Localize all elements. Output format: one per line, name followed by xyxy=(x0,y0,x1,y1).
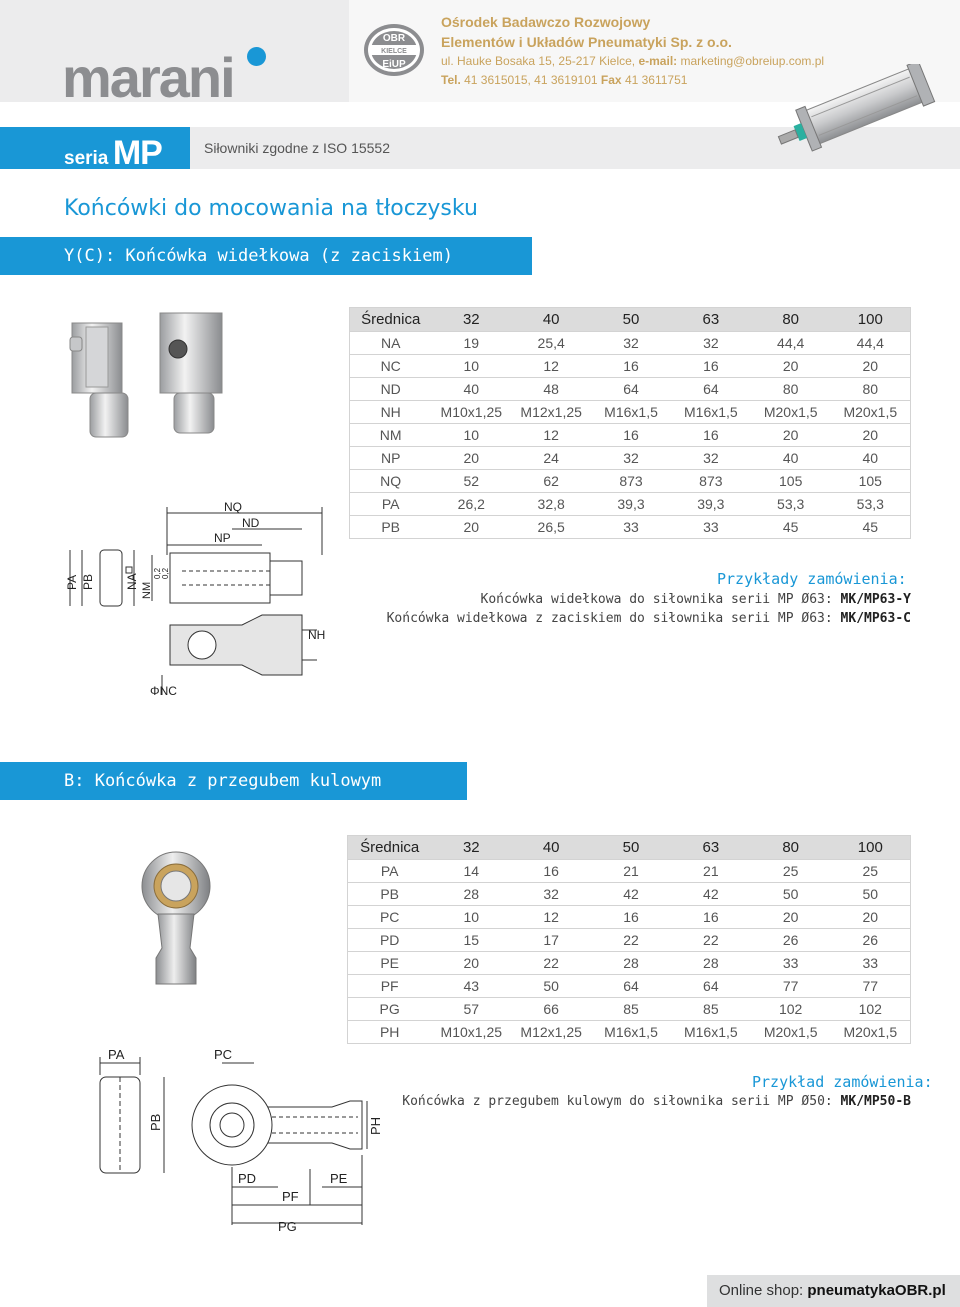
table-cell: 39,3 xyxy=(591,493,671,516)
table-cell: 20 xyxy=(431,516,511,539)
table-row xyxy=(350,447,911,470)
series-name: MP xyxy=(112,134,162,172)
table-cell: 50 xyxy=(751,883,831,906)
dim-pg-label: PG xyxy=(278,1219,297,1234)
table-cell: 57 xyxy=(431,998,511,1021)
table-cell: 26 xyxy=(751,929,831,952)
table-cell: 20 xyxy=(831,424,911,447)
header-cell: 63 xyxy=(671,836,751,860)
ball-order-heading: Przykład zamówienia: xyxy=(752,1073,933,1091)
table-row xyxy=(350,401,911,424)
header-cell: Średnica xyxy=(348,836,432,860)
table-cell: 64 xyxy=(671,378,751,401)
dim-pa-label: PA xyxy=(108,1047,125,1062)
dim-pb-label: PB xyxy=(148,1113,163,1131)
dim-nm-label: NM xyxy=(141,581,153,599)
tel-numbers: 41 3615015, 41 3619101 xyxy=(460,73,601,87)
table-cell: 28 xyxy=(431,883,511,906)
table-cell: M10x1,25 xyxy=(431,1021,511,1044)
table-cell: 33 xyxy=(591,516,671,539)
table-cell: 102 xyxy=(751,998,831,1021)
company-address xyxy=(441,52,824,71)
table-cell: 10 xyxy=(431,355,511,378)
section-fork-title: Y(C): Końcówka widełkowa (z zaciskiem) xyxy=(0,237,532,275)
table-row xyxy=(350,424,911,447)
table-cell: 25 xyxy=(831,860,911,883)
table-cell: 77 xyxy=(751,975,831,998)
table-cell: 64 xyxy=(671,975,751,998)
table-cell: 15 xyxy=(431,929,511,952)
dim-pf-label: PF xyxy=(282,1189,299,1204)
order-text: Końcówka z przegubem kulowym do siłownika serii MP Ø50: xyxy=(402,1094,841,1109)
table-row xyxy=(350,378,911,401)
table-cell: 45 xyxy=(831,516,911,539)
table-cell: 20 xyxy=(751,906,831,929)
table-row xyxy=(348,883,911,906)
table-cell: 17 xyxy=(511,929,591,952)
table-cell: 16 xyxy=(591,355,671,378)
table-cell: 32,8 xyxy=(511,493,591,516)
table-header-row xyxy=(348,836,911,860)
table-cell: 33 xyxy=(671,516,751,539)
company-name-line2: Elementów i Układów Pneumatyki Sp. z o.o. xyxy=(441,34,732,50)
table-cell: 16 xyxy=(671,906,751,929)
fork-order-example-1 xyxy=(481,592,911,607)
row-header-cell: NQ xyxy=(350,470,432,493)
table-cell: 33 xyxy=(831,952,911,975)
dim-nh-label: NH xyxy=(308,628,326,642)
online-shop-footer[interactable] xyxy=(707,1275,960,1307)
dim-pc-label: PC xyxy=(214,1047,233,1062)
header-cell: 100 xyxy=(831,836,911,860)
table-cell: M16x1,5 xyxy=(671,1021,751,1044)
order-code: MK/MP50-B xyxy=(840,1094,911,1109)
row-header-cell: PF xyxy=(348,975,432,998)
table-row xyxy=(350,470,911,493)
header-cell: 40 xyxy=(511,836,591,860)
table-cell: 16 xyxy=(671,355,751,378)
table-cell: 12 xyxy=(511,424,591,447)
header-cell: 80 xyxy=(751,308,831,332)
fork-dimension-drawing xyxy=(62,495,342,705)
fork-table-body xyxy=(350,332,911,539)
header-cell: 32 xyxy=(431,308,511,332)
row-header-cell: NC xyxy=(350,355,432,378)
table-cell: 42 xyxy=(671,883,751,906)
table-cell: 21 xyxy=(671,860,751,883)
row-header-cell: PD xyxy=(348,929,432,952)
table-cell: 20 xyxy=(431,952,511,975)
header-cell: 32 xyxy=(431,836,511,860)
logo-dot xyxy=(247,47,266,66)
table-cell: 64 xyxy=(591,378,671,401)
row-header-cell: ND xyxy=(350,378,432,401)
dim-pb-label: PB xyxy=(81,573,95,590)
table-cell: 14 xyxy=(431,860,511,883)
table-cell: 873 xyxy=(591,470,671,493)
table-cell: 32 xyxy=(511,883,591,906)
obr-logo-middle: KIELCE xyxy=(381,48,407,55)
cylinder-image xyxy=(770,64,940,156)
table-cell: 16 xyxy=(591,424,671,447)
fax-label: Fax xyxy=(600,73,622,87)
row-header-cell: NM xyxy=(350,424,432,447)
tol-bottom-label: 0,2 xyxy=(161,567,170,579)
table-cell: 25 xyxy=(751,860,831,883)
order-code: MK/MP63-Y xyxy=(840,592,911,607)
table-cell: 52 xyxy=(431,470,511,493)
table-cell: 28 xyxy=(671,952,751,975)
table-cell: 42 xyxy=(591,883,671,906)
table-cell: 32 xyxy=(591,332,671,355)
table-cell: 32 xyxy=(671,447,751,470)
table-cell: 22 xyxy=(671,929,751,952)
dim-na-label: NA xyxy=(125,573,139,590)
table-cell: 62 xyxy=(511,470,591,493)
table-cell: 105 xyxy=(831,470,911,493)
obr-logo-icon xyxy=(362,22,426,78)
table-cell: 48 xyxy=(511,378,591,401)
section-ball-joint-title: B: Końcówka z przegubem kulowym xyxy=(0,762,467,800)
table-cell: 44,4 xyxy=(831,332,911,355)
table-cell: 19 xyxy=(431,332,511,355)
table-cell: 10 xyxy=(431,424,511,447)
table-cell: 77 xyxy=(831,975,911,998)
table-row xyxy=(348,952,911,975)
header-cell: Średnica xyxy=(350,308,432,332)
order-text: Końcówka widełkowa do siłownika serii MP Ø63: xyxy=(480,592,841,607)
table-cell: 20 xyxy=(831,355,911,378)
row-header-cell: PG xyxy=(348,998,432,1021)
table-cell: 22 xyxy=(591,929,671,952)
table-row xyxy=(348,1021,911,1044)
table-cell: 26,5 xyxy=(511,516,591,539)
table-cell: 40 xyxy=(831,447,911,470)
fork-order-heading: Przykłady zamówienia: xyxy=(717,570,907,588)
header-cell: 40 xyxy=(511,308,591,332)
table-cell: M10x1,25 xyxy=(431,401,511,424)
email-label: e-mail: xyxy=(638,54,678,68)
table-cell: 28 xyxy=(591,952,671,975)
table-row xyxy=(348,929,911,952)
dim-pa-label: PA xyxy=(65,574,79,590)
table-cell: 24 xyxy=(511,447,591,470)
header-cell: 50 xyxy=(591,836,671,860)
ball-joint-photo xyxy=(136,848,216,988)
marani-logo: marani xyxy=(62,46,234,109)
order-code: MK/MP63-C xyxy=(840,611,911,626)
dim-nq-label: NQ xyxy=(224,500,242,514)
table-cell: M20x1,5 xyxy=(751,1021,831,1044)
obr-logo-top: OBR xyxy=(382,33,406,44)
obr-logo-bottom: EiUP xyxy=(382,59,406,70)
row-header-cell: PE xyxy=(348,952,432,975)
dim-nd-label: ND xyxy=(242,516,260,530)
header-cell: 63 xyxy=(671,308,751,332)
fax-number: 41 3611751 xyxy=(621,73,688,87)
table-cell: 20 xyxy=(751,355,831,378)
fork-dimensions-table xyxy=(349,307,911,539)
table-cell: M16x1,5 xyxy=(671,401,751,424)
header-cell: 50 xyxy=(591,308,671,332)
shop-link[interactable]: pneumatykaOBR.pl xyxy=(807,1282,946,1299)
table-cell: 10 xyxy=(431,906,511,929)
table-cell: 50 xyxy=(511,975,591,998)
table-cell: 85 xyxy=(591,998,671,1021)
ball-joint-dimension-drawing xyxy=(72,1045,402,1235)
row-header-cell: PA xyxy=(348,860,432,883)
table-row xyxy=(350,355,911,378)
table-cell: 102 xyxy=(831,998,911,1021)
fork-order-example-2 xyxy=(387,611,911,626)
address-text: ul. Hauke Bosaka 15, 25-217 Kielce, xyxy=(441,54,639,68)
company-phones xyxy=(441,71,824,90)
table-header-row xyxy=(350,308,911,332)
footer-label: Online shop: xyxy=(719,1282,808,1299)
company-contact xyxy=(441,12,824,90)
table-cell: 33 xyxy=(751,952,831,975)
tel-label: Tel. xyxy=(441,73,461,87)
table-cell: 22 xyxy=(511,952,591,975)
ball-order-example xyxy=(402,1094,911,1109)
table-cell: 12 xyxy=(511,355,591,378)
table-cell: 53,3 xyxy=(751,493,831,516)
table-row xyxy=(348,906,911,929)
series-subtitle: Siłowniki zgodne z ISO 15552 xyxy=(204,140,390,156)
table-cell: 39,3 xyxy=(671,493,751,516)
fork-heads-photo xyxy=(64,305,234,450)
table-cell: M12x1,25 xyxy=(511,401,591,424)
row-header-cell: NA xyxy=(350,332,432,355)
table-cell: 16 xyxy=(511,860,591,883)
table-row xyxy=(348,998,911,1021)
table-cell: M20x1,5 xyxy=(831,401,911,424)
table-cell: 26 xyxy=(831,929,911,952)
table-cell: 16 xyxy=(671,424,751,447)
dim-nc-label: ΦNC xyxy=(150,684,177,698)
header-cell: 80 xyxy=(751,836,831,860)
table-cell: 21 xyxy=(591,860,671,883)
table-cell: 66 xyxy=(511,998,591,1021)
table-cell: 40 xyxy=(751,447,831,470)
table-cell: 53,3 xyxy=(831,493,911,516)
dim-pd-label: PD xyxy=(238,1171,257,1186)
dim-pe-label: PE xyxy=(330,1171,348,1186)
table-cell: 80 xyxy=(751,378,831,401)
dim-np-label: NP xyxy=(214,531,231,545)
table-row xyxy=(348,860,911,883)
table-cell: M16x1,5 xyxy=(591,401,671,424)
table-cell: 80 xyxy=(831,378,911,401)
table-cell: 105 xyxy=(751,470,831,493)
table-row xyxy=(350,332,911,355)
table-cell: 873 xyxy=(671,470,751,493)
company-name-line1: Ośrodek Badawczo Rozwojowy xyxy=(441,14,651,30)
table-cell: 20 xyxy=(751,424,831,447)
table-cell: 44,4 xyxy=(751,332,831,355)
table-cell: 25,4 xyxy=(511,332,591,355)
row-header-cell: NH xyxy=(350,401,432,424)
table-cell: M20x1,5 xyxy=(831,1021,911,1044)
page-title: Końcówki do mocowania na tłoczysku xyxy=(64,196,478,221)
order-text: Końcówka widełkowa z zaciskiem do siłownika serii MP Ø63: xyxy=(386,611,841,626)
table-cell: 40 xyxy=(431,378,511,401)
header-cell: 100 xyxy=(831,308,911,332)
table-cell: 12 xyxy=(511,906,591,929)
ball-joint-table-body xyxy=(348,860,911,1044)
table-row xyxy=(350,516,911,539)
table-cell: 20 xyxy=(831,906,911,929)
row-header-cell: NP xyxy=(350,447,432,470)
table-cell: 26,2 xyxy=(431,493,511,516)
row-header-cell: PB xyxy=(350,516,432,539)
series-prefix: seria xyxy=(64,148,109,169)
ball-joint-dimensions-table xyxy=(347,835,911,1044)
row-header-cell: PB xyxy=(348,883,432,906)
table-cell: M12x1,25 xyxy=(511,1021,591,1044)
table-cell: 20 xyxy=(431,447,511,470)
table-cell: 50 xyxy=(831,883,911,906)
email-link[interactable]: marketing@obreiup.com.pl xyxy=(677,54,825,68)
table-cell: M20x1,5 xyxy=(751,401,831,424)
row-header-cell: PC xyxy=(348,906,432,929)
table-row xyxy=(348,975,911,998)
table-cell: 43 xyxy=(431,975,511,998)
series-label xyxy=(64,134,162,173)
tol-top-label: 0,2 xyxy=(153,567,162,579)
row-header-cell: PA xyxy=(350,493,432,516)
row-header-cell: PH xyxy=(348,1021,432,1044)
table-cell: 85 xyxy=(671,998,751,1021)
table-cell: 45 xyxy=(751,516,831,539)
table-row xyxy=(350,493,911,516)
dim-ph-label: PH xyxy=(368,1116,383,1135)
table-cell: 32 xyxy=(591,447,671,470)
table-cell: 32 xyxy=(671,332,751,355)
table-cell: 16 xyxy=(591,906,671,929)
table-cell: 64 xyxy=(591,975,671,998)
table-cell: M16x1,5 xyxy=(591,1021,671,1044)
